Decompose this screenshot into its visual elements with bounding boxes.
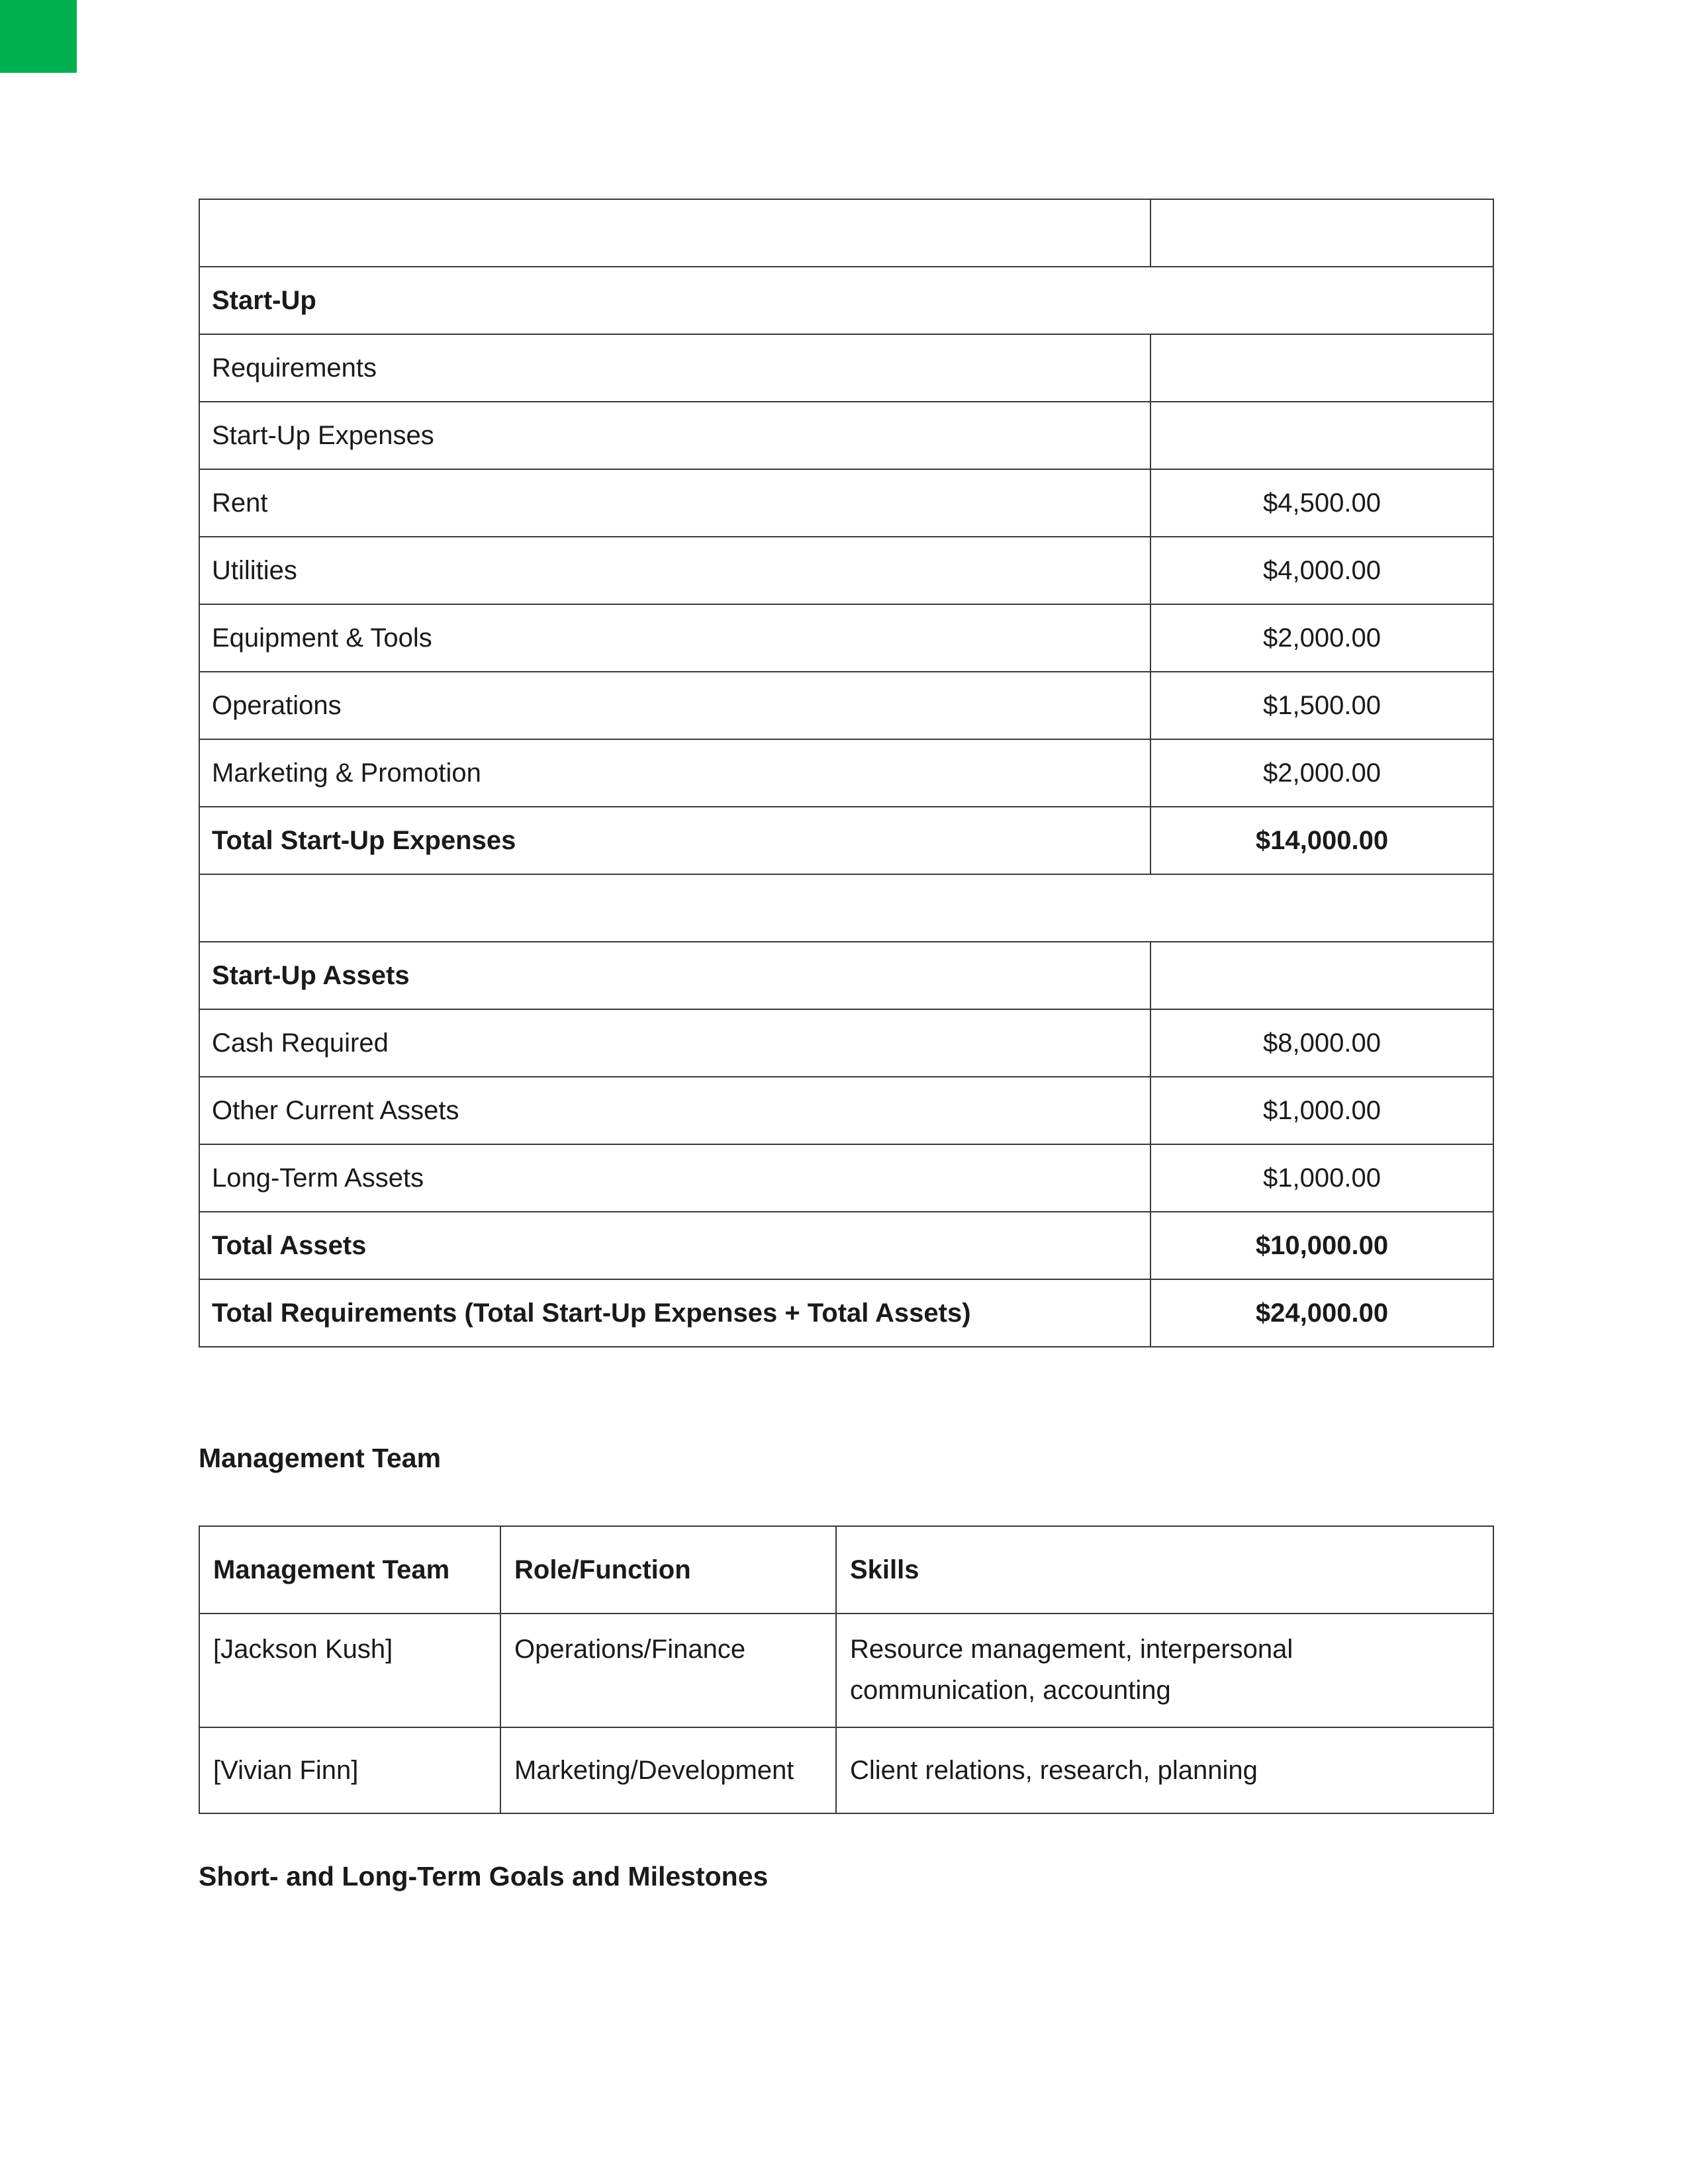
column-header-role: Role/Function xyxy=(500,1526,836,1614)
member-name: [Vivian Finn] xyxy=(199,1727,500,1813)
asset-item: Other Current Assets xyxy=(199,1077,1150,1144)
management-team-table xyxy=(199,1525,1494,1814)
empty-cell xyxy=(1150,942,1493,1009)
expense-item: Rent xyxy=(199,469,1150,537)
expense-amount: $4,500.00 xyxy=(1150,469,1493,537)
expenses-label: Start-Up Expenses xyxy=(199,402,1150,469)
expense-item: Equipment & Tools xyxy=(199,604,1150,672)
asset-amount: $8,000.00 xyxy=(1150,1009,1493,1077)
empty-cell xyxy=(1150,199,1493,267)
asset-item: Cash Required xyxy=(199,1009,1150,1077)
spacer-cell xyxy=(199,874,1493,942)
table-row xyxy=(199,942,1493,1009)
expense-amount: $2,000.00 xyxy=(1150,604,1493,672)
assets-label: Start-Up Assets xyxy=(199,942,1150,1009)
table-row xyxy=(199,537,1493,604)
expense-item: Utilities xyxy=(199,537,1150,604)
table-row xyxy=(199,739,1493,807)
asset-amount: $1,000.00 xyxy=(1150,1144,1493,1212)
member-role: Marketing/Development xyxy=(500,1727,836,1813)
asset-item: Long-Term Assets xyxy=(199,1144,1150,1212)
table-row xyxy=(199,1009,1493,1077)
table-row xyxy=(199,807,1493,874)
expense-amount: $4,000.00 xyxy=(1150,537,1493,604)
table-row xyxy=(199,672,1493,739)
table-row xyxy=(199,334,1493,402)
member-skills: Resource management, interpersonal communication, accounting xyxy=(836,1614,1493,1727)
expense-amount: $1,500.00 xyxy=(1150,672,1493,739)
member-skills: Client relations, research, planning xyxy=(836,1727,1493,1813)
table-row xyxy=(199,1279,1493,1347)
column-header-skills: Skills xyxy=(836,1526,1493,1614)
empty-cell xyxy=(1150,402,1493,469)
member-name: [Jackson Kush] xyxy=(199,1614,500,1727)
asset-amount: $1,000.00 xyxy=(1150,1077,1493,1144)
green-corner-mark xyxy=(0,0,77,73)
table-row xyxy=(199,267,1493,334)
total-requirements-label: Total Requirements (Total Start-Up Expenses + Total Assets) xyxy=(199,1279,1150,1347)
goals-heading: Short- and Long-Term Goals and Milestones xyxy=(199,1861,769,1891)
empty-cell xyxy=(199,199,1150,267)
section-title: Start-Up xyxy=(199,267,1493,334)
total-assets-label: Total Assets xyxy=(199,1212,1150,1279)
expense-item: Marketing & Promotion xyxy=(199,739,1150,807)
total-expenses-label: Total Start-Up Expenses xyxy=(199,807,1150,874)
table-row xyxy=(199,1144,1493,1212)
table-row xyxy=(199,604,1493,672)
management-team-heading: Management Team xyxy=(199,1443,442,1473)
member-role: Operations/Finance xyxy=(500,1614,836,1727)
column-header-team: Management Team xyxy=(199,1526,500,1614)
table-row xyxy=(199,1614,1493,1727)
total-requirements-amount: $24,000.00 xyxy=(1150,1279,1493,1347)
table-row xyxy=(199,1212,1493,1279)
total-expenses-amount: $14,000.00 xyxy=(1150,807,1493,874)
requirements-label: Requirements xyxy=(199,334,1150,402)
table-row xyxy=(199,199,1493,267)
table-row xyxy=(199,1727,1493,1813)
empty-cell xyxy=(1150,334,1493,402)
total-assets-amount: $10,000.00 xyxy=(1150,1212,1493,1279)
startup-table xyxy=(199,199,1494,1347)
table-row xyxy=(199,469,1493,537)
expense-amount: $2,000.00 xyxy=(1150,739,1493,807)
table-row xyxy=(199,1077,1493,1144)
table-row xyxy=(199,874,1493,942)
expense-item: Operations xyxy=(199,672,1150,739)
table-header-row xyxy=(199,1526,1493,1614)
table-row xyxy=(199,402,1493,469)
